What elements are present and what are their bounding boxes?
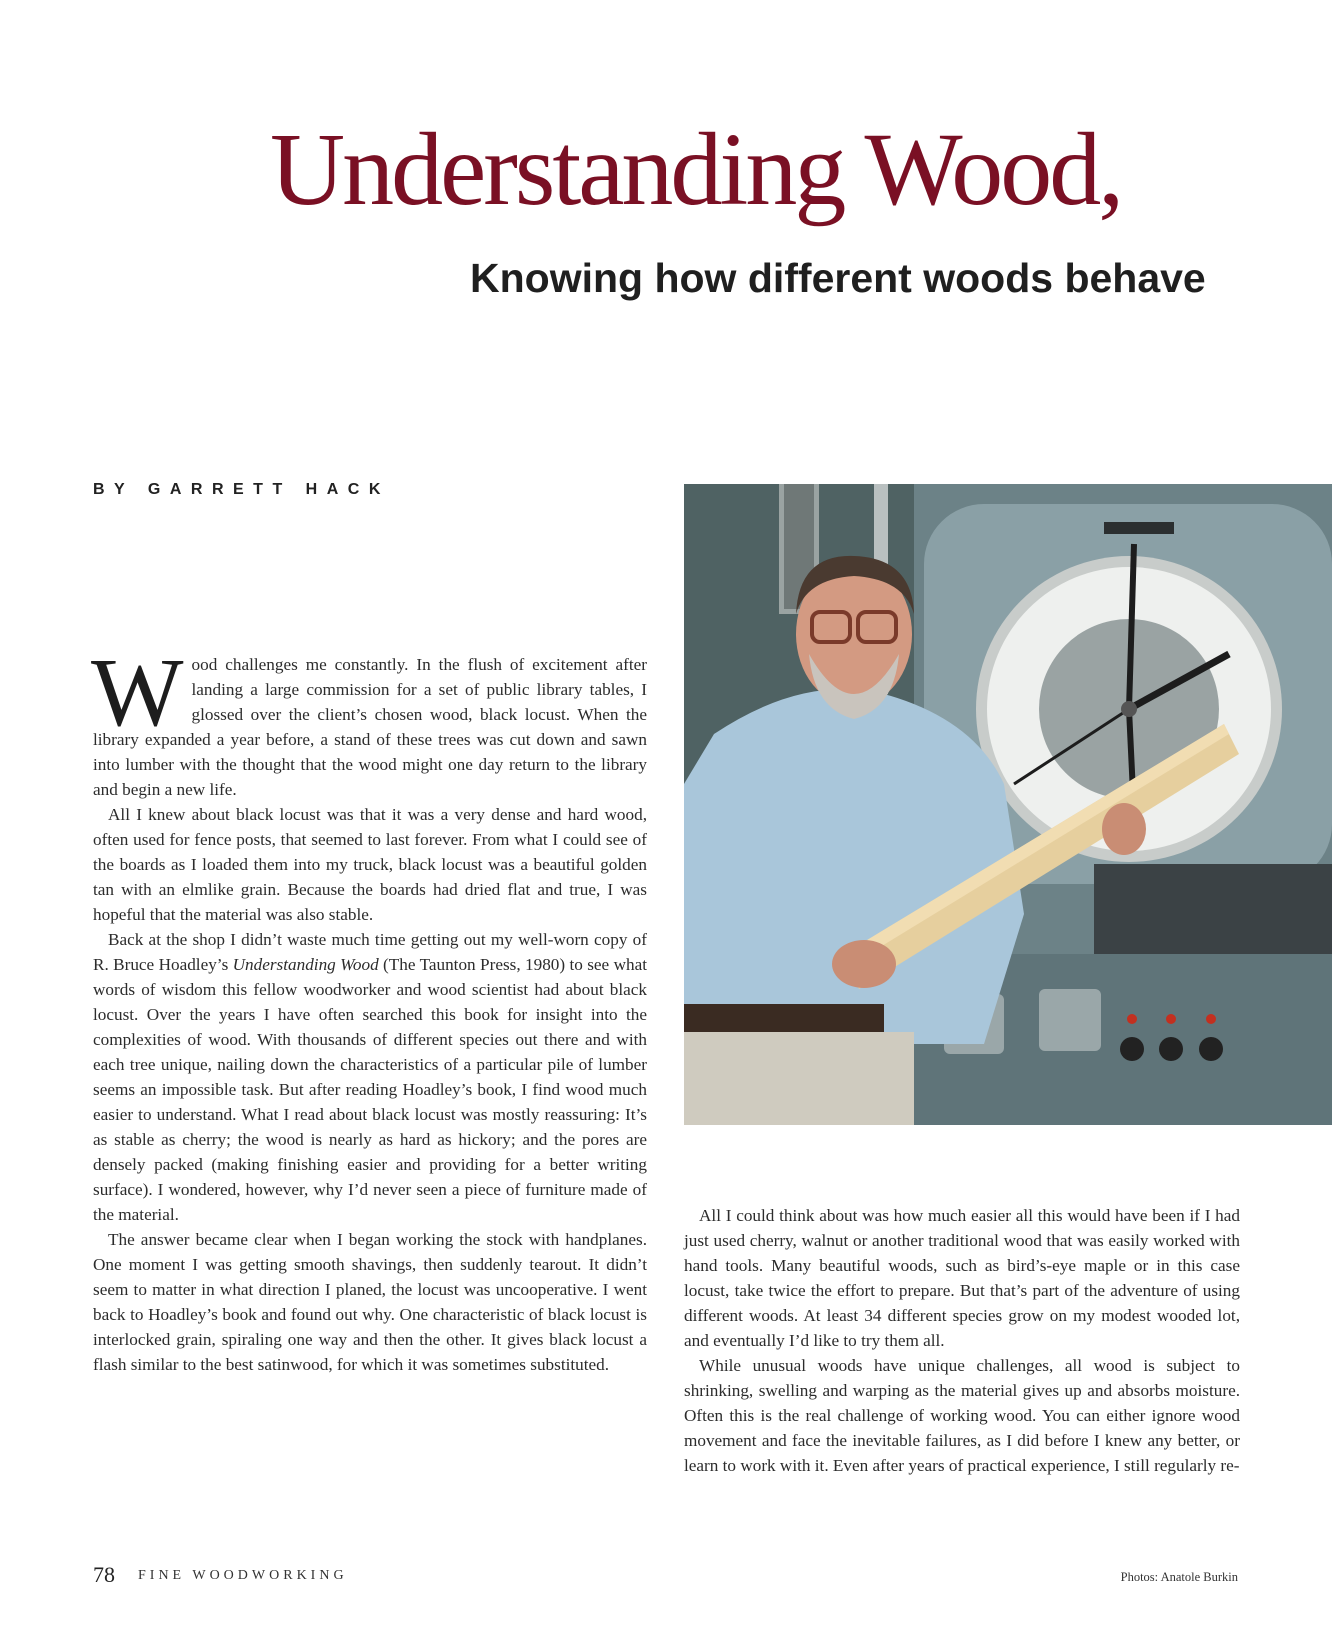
photo-illustration <box>684 484 1332 1125</box>
photo-credit: Photos: Anatole Burkin <box>1120 1570 1238 1584</box>
article-column-left <box>91 639 647 1377</box>
drop-cap: W <box>91 639 184 747</box>
page-number: 78 <box>93 1562 115 1587</box>
paragraph-3: Back at the shop I didn’t waste much time getting out my well-worn copy of R. Bruce Hoadley’s Understanding Wood (The Taunton Press, 1980) to see what words of wisdom this fellow woodworker and wood scientist had about black locust. Over the years I have often searched this book for insight into the complexities of wood. With thousands of different species out there and with each tree unique, nailing down the characteristics of a particular pile of lumber seems an impossible task. But after reading Hoadley’s book, I find wood much easier to understand. What I read about black locust was mostly reassuring: It’s as stable as cherry; the wood is nearly as hard as hickory; and the pores are densely packed (making finishing easier and providing for a better writing surface). I wondered, however, why I’d never seen a piece of furniture made of the material. <box>93 930 647 1224</box>
byline: BY GARRETT HACK <box>93 481 390 498</box>
article-subtitle: Knowing how different woods behave <box>470 255 1206 301</box>
book-title: Understanding Wood <box>232 955 379 974</box>
article-column-right <box>684 1203 1240 1478</box>
paragraph-1: Wood challenges me constantly. In the flush of excitement after landing a large commission for a set of public library tables, I glossed over the client’s chosen wood, black locust. When the library expanded a year before, a stand of these trees was cut down and sawn into lumber with the thought that the wood might one day return to the library and begin a new life. <box>91 639 647 799</box>
article-title: Understanding Wood, <box>270 112 1122 227</box>
paragraph-4: The answer became clear when I began working the stock with handplanes. One moment I was getting smooth shavings, then suddenly tearout. It didn’t seem to matter in what direction I planed, the locust was uncooperative. I went back to Hoadley’s book and found out why. One characteristic of black locust is interlocked grain, spiraling one way and then the other. It gives black locust a flash similar to the best satinwood, for which it was sometimes substituted. <box>93 1230 647 1374</box>
paragraph-2: All I knew about black locust was that it was a very dense and hard wood, often used for fence posts, that seemed to last forever. From what I could see of the boards as I loaded them into my truck, black locust was a beautiful golden tan with an elmlike grain. Because the boards had dried flat and true, I was hopeful that the material was also stable. <box>93 805 647 924</box>
paragraph-5: All I could think about was how much easier all this would have been if I had just used cherry, walnut or another traditional wood that was easily worked with hand tools. Many beautiful woods, such as bird’s-eye maple or in this case locust, take twice the effort to prepare. But that’s part of the adventure of using different woods. At least 34 different species grow on my modest wooded lot, and eventually I’d like to try them all. <box>684 1206 1240 1350</box>
paragraph-6: While unusual woods have unique challenges, all wood is subject to shrinking, swelling and warping as the material gives up and absorbs moisture. Often this is the real challenge of working wood. You can either ignore wood movement and face the inevitable failures, as I did before I knew any better, or learn to work with it. Even after years of practical experience, I still regularly re- <box>684 1356 1240 1475</box>
article-photo <box>684 484 1332 1125</box>
magazine-name: FINE WOODWORKING <box>138 1568 348 1583</box>
